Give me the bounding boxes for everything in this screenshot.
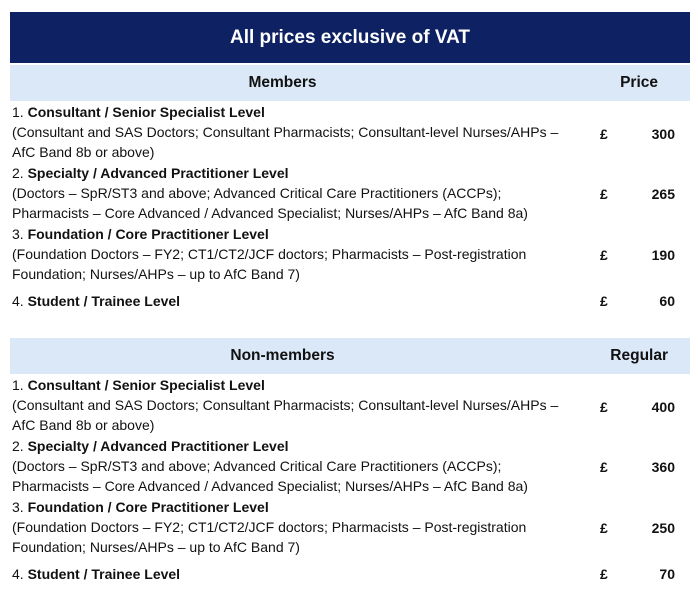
row-description [12,291,572,311]
row-price: 190 [651,247,675,263]
non-members-row-1 [12,375,690,435]
row-price: 250 [651,520,675,536]
row-details: (Doctors – SpR/ST3 and above; Advanced Critical Care Practitioners (ACCPs); Pharmacists – Core Advanced / Advanced Specialist; Nurses/AHPs – AfC Band 8a) [12,185,528,221]
row-number: 2. [12,438,24,454]
row-details: (Doctors – SpR/ST3 and above; Advanced Critical Care Practitioners (ACCPs); Pharmacists – Core Advanced / Advanced Specialist; Nurses/AHPs – AfC Band 8a) [12,458,528,494]
currency-symbol: £ [600,459,608,475]
row-number: 2. [12,165,24,181]
row-details: (Consultant and SAS Doctors; Consultant Pharmacists; Consultant-level Nurses/AHPs – AfC Band 8b or above) [12,397,559,433]
members-heading: Members [248,74,317,91]
row-details: (Foundation Doctors – FY2; CT1/CT2/JCF doctors; Pharmacists – Post-registration Foundation; Nurses/AHPs – up to AfC Band 7) [12,246,527,282]
row-number: 1. [12,377,24,393]
members-price-heading: Price [620,74,658,91]
row-number: 4. [12,566,24,582]
currency-symbol: £ [600,399,608,415]
row-details: (Foundation Doctors – FY2; CT1/CT2/JCF doctors; Pharmacists – Post-registration Foundation; Nurses/AHPs – up to AfC Band 7) [12,519,527,555]
currency-symbol: £ [600,520,608,536]
members-row-2 [12,163,690,223]
row-level: Specialty / Advanced Practitioner Level [27,438,289,454]
currency-symbol: £ [600,566,608,582]
members-row-3 [12,224,690,284]
currency-symbol: £ [600,186,608,202]
row-price: 60 [659,293,675,309]
row-number: 3. [12,499,24,515]
non-members-row-2 [12,436,690,496]
row-level: Student / Trainee Level [27,293,181,309]
currency-symbol: £ [600,293,608,309]
currency-symbol: £ [600,126,608,142]
row-description [12,497,572,557]
row-number: 4. [12,293,24,309]
row-details: (Consultant and SAS Doctors; Consultant Pharmacists; Consultant-level Nurses/AHPs – AfC Band 8b or above) [12,124,559,160]
row-level: Specialty / Advanced Practitioner Level [27,165,289,181]
row-price: 265 [651,186,675,202]
row-number: 1. [12,104,24,120]
row-price: 360 [651,459,675,475]
row-level: Consultant / Senior Specialist Level [27,104,265,120]
row-level: Consultant / Senior Specialist Level [27,377,265,393]
non-members-row-3 [12,497,690,557]
non-members-row-4 [12,564,690,584]
row-price: 70 [659,566,675,582]
row-description [12,163,572,223]
members-header [10,65,690,101]
non-members-heading: Non-members [230,347,335,364]
row-level: Student / Trainee Level [27,566,181,582]
row-number: 3. [12,226,24,242]
row-description [12,224,572,284]
row-description [12,564,572,584]
row-description [12,436,572,496]
non-members-price-heading: Regular [610,347,668,364]
row-price: 400 [651,399,675,415]
row-description [12,102,572,162]
row-price: 300 [651,126,675,142]
non-members-header [10,338,690,374]
row-level: Foundation / Core Practitioner Level [27,226,269,242]
row-level: Foundation / Core Practitioner Level [27,499,269,515]
currency-symbol: £ [600,247,608,263]
members-row-4 [12,291,690,311]
row-description [12,375,572,435]
members-row-1 [12,102,690,162]
page-title [10,12,690,63]
title-text: All prices exclusive of VAT [229,26,471,48]
